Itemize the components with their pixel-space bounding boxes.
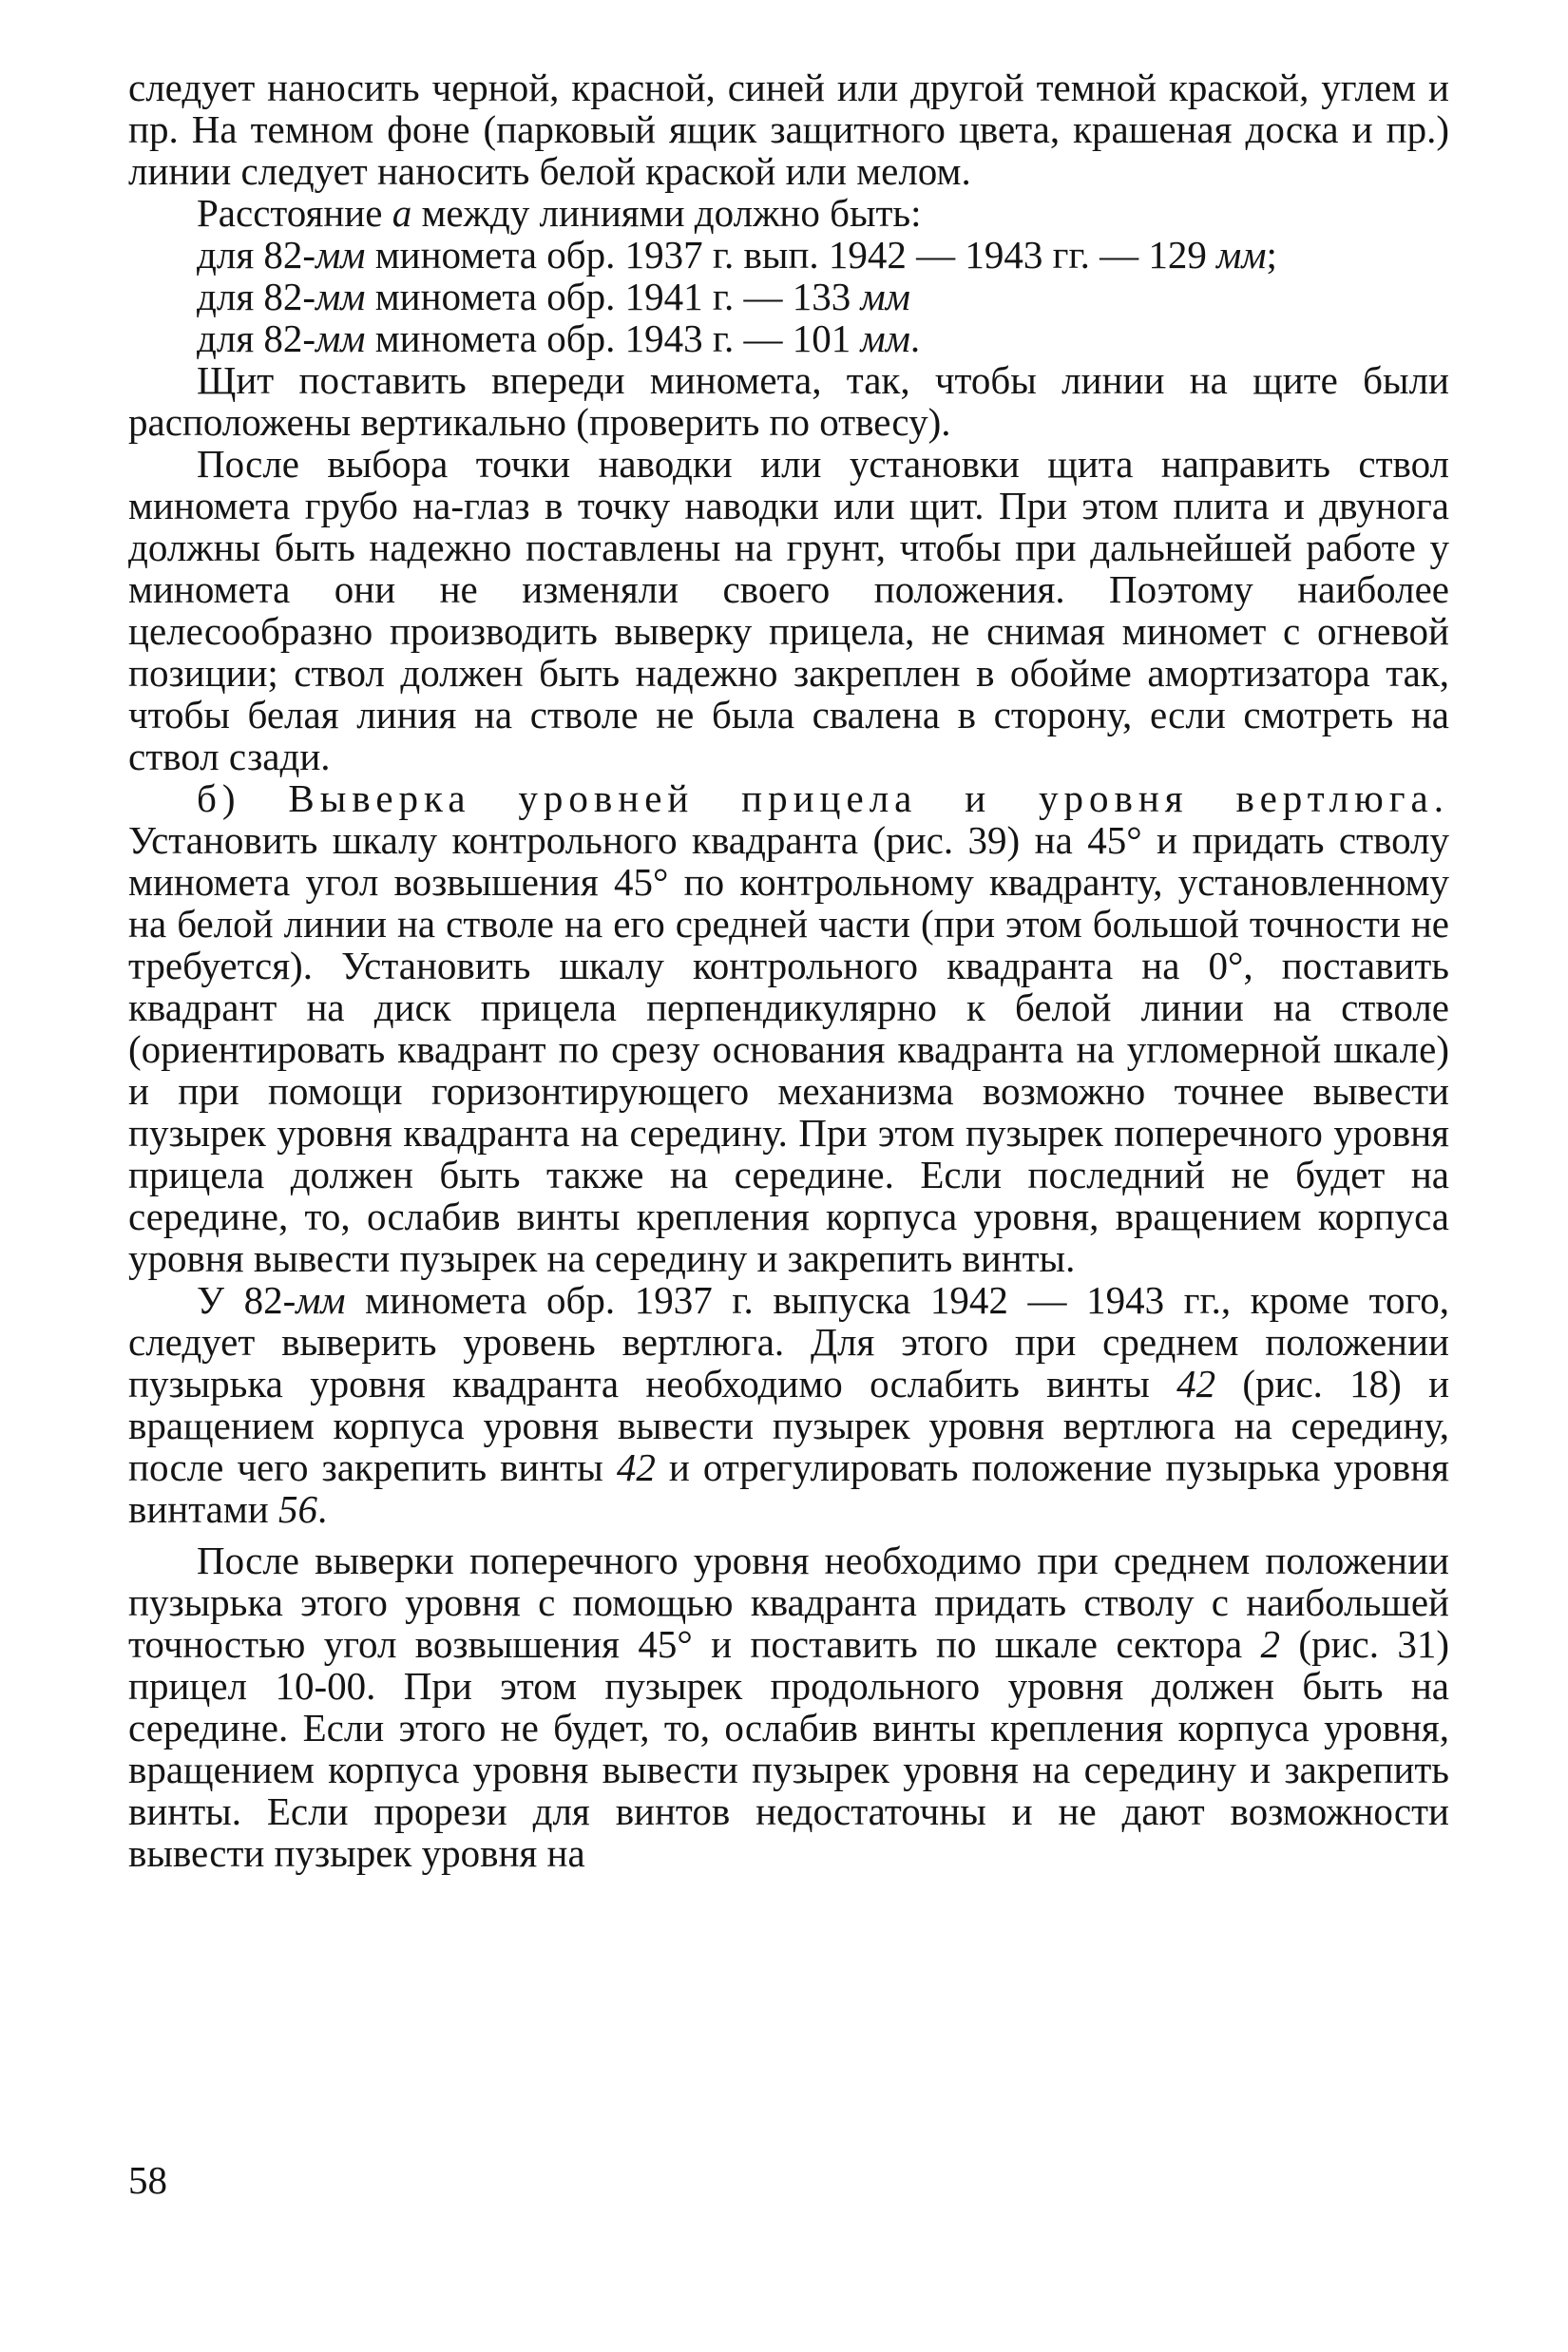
part-number: 2 xyxy=(1260,1622,1281,1666)
list-item xyxy=(128,276,1449,317)
paragraph-5 xyxy=(128,777,1449,1279)
paragraph-6-text: миномета обр. 1937 г. выпуска 1942 — 1943 гг., кроме того, следует выверить уровень вертлюга. Для этого при среднем положении пузырька уровня квадранта необходимо ослабить винты xyxy=(128,1278,1449,1405)
list-item-text: . xyxy=(909,316,921,360)
list-item-text: миномета обр. 1937 г. вып. 1942 — 1943 гг. — 129 xyxy=(365,233,1217,277)
list-item xyxy=(128,317,1449,359)
paragraph-7 xyxy=(128,1539,1449,1874)
paragraph-7-text: После выверки поперечного уровня необходимо при среднем положении пузырька этого уровня с помощью квадранта придать стволу с наибольшей точностью угол возвышения 45° и поставить по шкале сектора xyxy=(128,1539,1449,1666)
page-body xyxy=(128,67,1449,1874)
paragraph-2 xyxy=(128,192,1449,234)
paragraph-6-text: и отрегулировать положение пузырька уровня винтами xyxy=(128,1445,1449,1531)
list-item-text: ; xyxy=(1266,233,1277,277)
section-heading-b: б) Выверка уровней прицела и уровня вертлюга. xyxy=(197,776,1449,820)
list-item-text: для 82- xyxy=(197,233,316,277)
paragraph-6-text: (рис. 18) и вращением корпуса уровня вывести пузырек уровня вертлюга на середину, после чего закрепить винты xyxy=(128,1362,1450,1489)
paragraph-4: После выбора точки наводки или установки щита направить ствол миномета грубо на-глаз в точку наводки или щит. При этом плита и двунога должны быть надежно поставлены на грунт, чтобы при дальнейшей работе у миномета они не изменяли своего положения. Поэтому наиболее целесообразно производить выверку прицела, не снимая миномет с огневой позиции; ствол должен быть надежно закреплен в обойме амортизатора так, чтобы белая линия на стволе не была свалена в сторону, если смотреть на ствол сзади. xyxy=(128,442,1449,778)
list-item-text: миномета обр. 1943 г. — 101 xyxy=(365,316,861,360)
paragraph-3: Щит поставить впереди миномета, так, чтобы линии на щите были расположены вертикально (проверить по отвесу). xyxy=(128,358,1449,444)
paragraph-6 xyxy=(128,1279,1449,1530)
variable-a: a xyxy=(392,191,412,235)
unit: мм xyxy=(316,275,366,318)
distance-list xyxy=(128,234,1449,359)
unit: мм xyxy=(316,316,366,360)
list-item-text: для 82- xyxy=(197,316,316,360)
paragraph-2-text-end: между линиями должно быть: xyxy=(411,191,922,235)
unit: мм xyxy=(316,233,366,277)
unit: мм xyxy=(860,316,910,360)
unit: мм xyxy=(860,275,910,318)
unit: мм xyxy=(296,1278,346,1322)
list-item xyxy=(128,234,1449,276)
paragraph-2-text: Расстояние xyxy=(197,191,392,235)
part-number: 56 xyxy=(278,1487,317,1531)
list-item-text: для 82- xyxy=(197,275,316,318)
paragraph-6-text: У 82- xyxy=(197,1278,296,1322)
paragraph-6-text: . xyxy=(317,1487,328,1531)
unit: мм xyxy=(1216,233,1267,277)
list-item-text: миномета обр. 1941 г. — 133 xyxy=(365,275,861,318)
paragraph-7-text: (рис. 31) прицел 10-00. При этом пузырек продольного уровня должен быть на середине. Если этого не будет, то, ослабив винты крепления корпуса уровня, вращением корпуса уровня вывести пузырек уровня на середину и закрепить винты. Если прорези для винтов недостаточны и не дают возможности вывести пузырек уровня на xyxy=(128,1622,1449,1875)
part-number: 42 xyxy=(616,1445,656,1489)
page-number: 58 xyxy=(128,2158,167,2202)
paragraph-1: следует наносить черной, красной, синей или другой темной краской, углем и пр. На темном фоне (парковый ящик защитного цвета, крашеная доска и пр.) линии следует наносить белой краской или мелом. xyxy=(128,66,1449,193)
paragraph-5-text: Установить шкалу контрольного квадранта (рис. 39) на 45° и придать стволу миномета угол возвышения 45° по контрольному квадранту, установленному на белой линии на стволе на его средней части (при этом большой точности не требуется). Установить шкалу контрольного квадранта на 0°, поставить квадрант на диск прицела перпендикулярно к белой линии на стволе (ориентировать квадрант по срезу основания квадранта на угломерной шкале) и при помощи горизонтирующего механизма возможно точнее вывести пузырек уровня квадранта на середину. При этом пузырек поперечного уровня прицела должен быть также на середине. Если последний не будет на середине, то, ослабив винты крепления корпуса уровня, вращением корпуса уровня вывести пузырек на середину и закрепить винты. xyxy=(128,818,1449,1280)
part-number: 42 xyxy=(1176,1362,1216,1405)
